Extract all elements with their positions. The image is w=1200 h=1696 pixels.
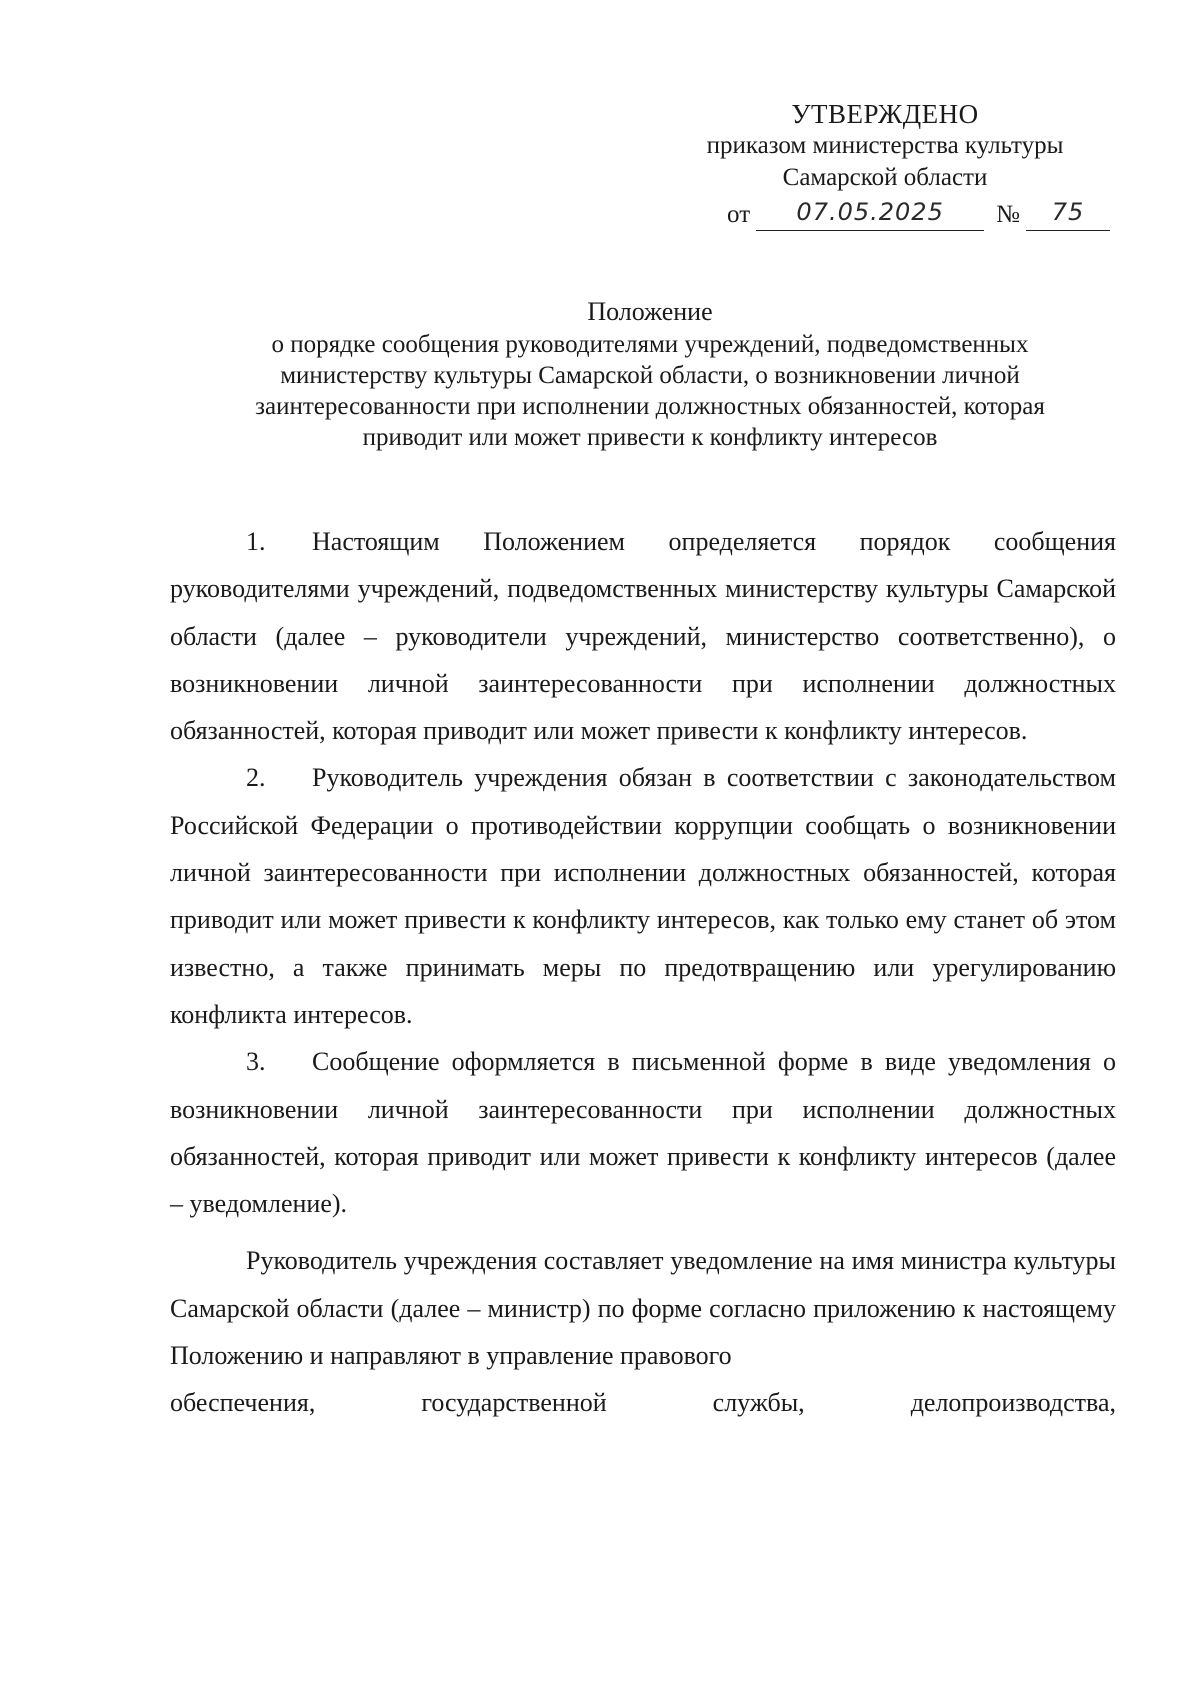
paragraph-3 — [170, 1038, 1116, 1227]
number-prefix: № — [996, 201, 1020, 228]
paragraph-2 — [170, 754, 1116, 1038]
word: обеспечения, — [170, 1388, 316, 1418]
approval-stamp — [660, 98, 1110, 231]
approval-date-row — [660, 198, 1110, 231]
date-field — [756, 198, 984, 231]
date-prefix: от — [727, 201, 751, 228]
approval-title: УТВЕРЖДЕНО — [791, 99, 979, 129]
subtitle-line: о порядке сообщения руководителями учреждений, подведомственных — [271, 331, 1029, 358]
paragraph-1 — [170, 518, 1116, 754]
document-body — [170, 518, 1116, 1427]
subtitle-line: заинтересованности при исполнении должностных обязанностей, которая — [255, 393, 1045, 420]
continued-line — [170, 1379, 1116, 1426]
paragraph-text: Руководитель учреждения обязан в соответствии с законодательством Российской Федерации о противодействии коррупции сообщать о возникновении личной заинтересованности при исполнении должностных обязанностей, которая приводит или может привести к конфликту интересов, как только ему станет об этом известно, а также принимать меры по предотвращению или урегулированию конфликта интересов. — [170, 763, 1116, 1029]
number-field — [1026, 198, 1110, 231]
paragraph-text: Сообщение оформляется в письменной форме в виде уведомления о возникновении личной заинтересованности при исполнении должностных обязанностей, которая приводит или может привести к конфликту интересов (далее – уведомление). — [170, 1047, 1116, 1219]
word: делопроизводства, — [910, 1388, 1116, 1418]
document-heading: Положение — [587, 297, 713, 326]
approval-line-2: Самарской области — [782, 164, 988, 191]
paragraph-number: 2. — [246, 763, 266, 793]
subtitle-line: приводит или может привести к конфликту интересов — [362, 424, 938, 451]
subtitle-line: министерству культуры Самарской области, о возникновении личной — [280, 362, 1020, 389]
paragraph-number: 3. — [246, 1047, 266, 1077]
handwritten-number: 75 — [1051, 198, 1085, 226]
paragraph-4 — [170, 1237, 1116, 1379]
paragraph-text: Руководитель учреждения составляет уведомление на имя министра культуры Самарской области (далее – министр) по форме согласно приложению к настоящему Положению и направляют в управление правового — [170, 1246, 1116, 1371]
word: государственной — [421, 1388, 607, 1418]
word: службы, — [712, 1388, 805, 1418]
paragraph-text: Настоящим Положением определяется порядок сообщения руководителями учреждений, подведомственных министерству культуры Самарской области (далее – руководители учреждений, министерство соответственно), о возникновении личной заинтересованности при исполнении должностных обязанностей, которая приводит или может привести к конфликту интересов. — [170, 527, 1116, 746]
approval-line-1: приказом министерства культуры — [706, 132, 1064, 159]
handwritten-date: 07.05.2025 — [796, 198, 944, 226]
document-title-block — [170, 296, 1130, 453]
paragraph-number: 1. — [246, 527, 266, 556]
